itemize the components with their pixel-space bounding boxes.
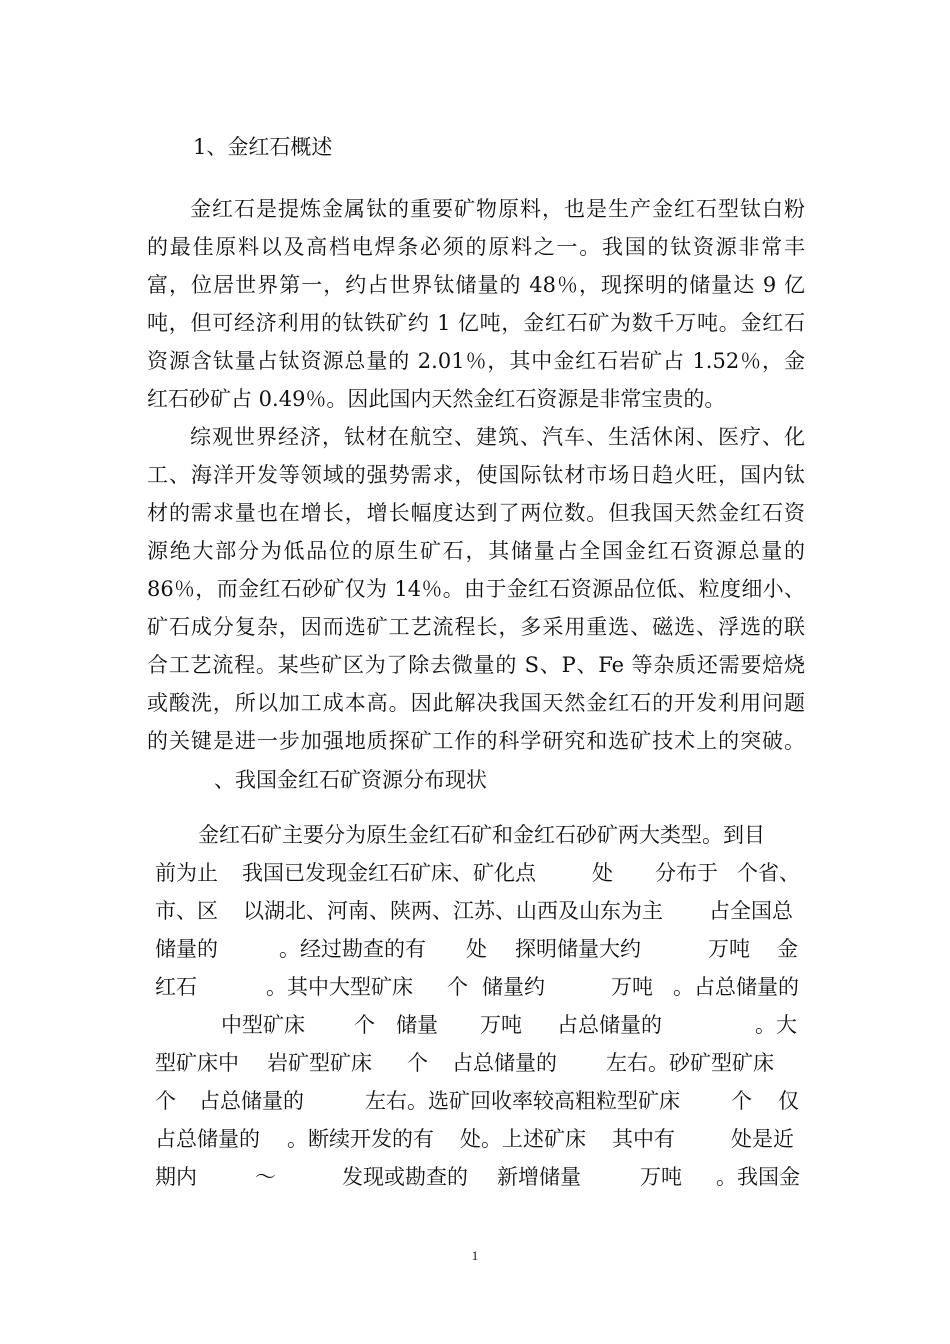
text-segment: 处 xyxy=(592,861,613,885)
body-line: 86％，而金红石砂矿仅为 14％。由于金红石资源品位低、粒度细小、 xyxy=(147,577,805,601)
body-line xyxy=(155,1087,798,1115)
text-segment: 分布于 xyxy=(655,861,718,885)
body-line: 红石砂矿占 0.49％。因此国内天然金红石资源是非常宝贵的。 xyxy=(147,387,726,411)
text-segment: 。经过勘查的有 xyxy=(279,937,426,961)
text-segment: 个 xyxy=(155,1089,176,1113)
body-line xyxy=(155,935,798,963)
page-number: 1 xyxy=(471,1248,479,1263)
text-segment: 。断续开发的有 xyxy=(287,1127,434,1151)
text-segment: 探明储量大约 xyxy=(515,937,641,961)
text-segment: 仅 xyxy=(778,1089,799,1113)
text-segment: 储量约 xyxy=(482,975,545,999)
text-segment: 型矿床中 xyxy=(155,1051,239,1075)
body-line xyxy=(155,897,798,925)
section2-heading: 、我国金红石矿资源分布现状 xyxy=(214,768,487,792)
text-segment: 。其中大型矿床 xyxy=(266,975,413,999)
text-segment: 储量的 xyxy=(155,937,218,961)
body-line: 富，位居世界第一，约占世界钛储量的 48％，现探明的储量达 9 亿 xyxy=(147,273,805,297)
body-line: 工、海洋开发等领域的强势需求，使国际钛材市场日趋火旺，国内钛 xyxy=(147,463,805,487)
text-segment: 占总储量的 xyxy=(155,1127,260,1151)
text-segment: 。占总储量的 xyxy=(673,975,799,999)
text-segment: 个省、 xyxy=(737,861,800,885)
text-segment: 其中有 xyxy=(612,1127,675,1151)
body-line xyxy=(155,1011,798,1039)
text-segment: 金 xyxy=(777,937,798,961)
body-line: 资源含钛量占钛资源总量的 2.01％，其中金红石岩矿占 1.52％，金 xyxy=(147,349,805,373)
body-line: 矿石成分复杂，因而选矿工艺流程长，多采用重选、磁选、浮选的联 xyxy=(147,615,805,639)
text-segment: 市、区 xyxy=(155,899,218,923)
text-segment: 新增储量 xyxy=(497,1165,581,1189)
body-line: 材的需求量也在增长，增长幅度达到了两位数。但我国天然金红石资 xyxy=(147,501,805,525)
text-segment: 以湖北、河南、陕两、江苏、山西及山东为主 xyxy=(243,899,663,923)
text-segment: 红石 xyxy=(155,975,197,999)
text-segment: 中型矿床 xyxy=(221,1013,305,1037)
body-line: 源绝大部分为低品位的原生矿石，其储量占全国金红石资源总量的 xyxy=(147,539,805,563)
text-segment: 万吨 xyxy=(480,1013,522,1037)
text-segment: 左右。选矿回收率较高粗粒型矿床 xyxy=(365,1089,680,1113)
text-segment: 处是近 xyxy=(731,1127,794,1151)
text-segment: 左右。砂矿型矿床 xyxy=(606,1051,774,1075)
body-line: 吨，但可经济利用的钛铁矿约 1 亿吨，金红石矿为数千万吨。金红石 xyxy=(147,311,805,335)
text-segment: 发现或勘查的 xyxy=(342,1165,468,1189)
text-segment: 占全国总 xyxy=(709,899,793,923)
text-segment: 。大 xyxy=(755,1013,797,1037)
text-segment: 个 xyxy=(407,1051,428,1075)
body-line: 合工艺流程。某些矿区为了除去微量的 S、P、Fe 等杂质还需要焙烧 xyxy=(147,653,805,677)
text-segment: 个 xyxy=(731,1089,752,1113)
section1-heading: 1、金红石概述 xyxy=(193,135,333,159)
text-segment: 。我国金 xyxy=(716,1165,800,1189)
text-segment: 前为止 xyxy=(155,861,218,885)
text-segment: 岩矿型矿床 xyxy=(267,1051,372,1075)
text-segment: 万吨 xyxy=(708,937,750,961)
text-segment: 处 xyxy=(466,937,487,961)
body-line: 或酸洗，所以加工成本高。因此解决我国天然金红石的开发利用问题 xyxy=(147,691,805,715)
text-segment: 占总储量的 xyxy=(557,1013,662,1037)
text-segment: 个 xyxy=(354,1013,375,1037)
text-segment: 个 xyxy=(447,975,468,999)
text-segment: 储量 xyxy=(396,1013,438,1037)
text-segment: 万吨 xyxy=(611,975,653,999)
text-segment: 金红石矿主要分为原生金红石矿和金红石砂矿两大类型。到目 xyxy=(198,823,765,847)
body-line xyxy=(155,973,798,1001)
text-segment: 占总储量的 xyxy=(452,1051,557,1075)
text-segment: 占总储量的 xyxy=(199,1089,304,1113)
body-line: 的关键是进一步加强地质探矿工作的科学研究和选矿技术上的突破。 xyxy=(147,729,805,753)
body-line: 金红石是提炼金属钛的重要矿物原料，也是生产金红石型钛白粉 xyxy=(190,197,805,221)
body-line xyxy=(155,859,798,887)
body-line xyxy=(198,821,765,849)
text-segment: 处。上述矿床 xyxy=(460,1127,586,1151)
text-segment: 我国已发现金红石矿床、矿化点 xyxy=(242,861,536,885)
body-line: 综观世界经济，钛材在航空、建筑、汽车、生活休闲、医疗、化 xyxy=(190,425,805,449)
text-segment: ～ xyxy=(255,1165,276,1189)
text-segment: 期内 xyxy=(155,1165,197,1189)
body-line xyxy=(155,1163,798,1191)
body-line xyxy=(155,1049,798,1077)
body-line xyxy=(155,1125,798,1153)
body-line: 的最佳原料以及高档电焊条必须的原料之一。我国的钛资源非常丰 xyxy=(147,235,805,259)
text-segment: 万吨 xyxy=(640,1165,682,1189)
